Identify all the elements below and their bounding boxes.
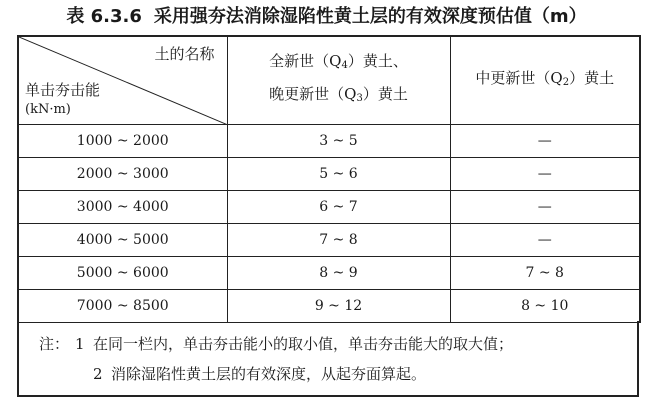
table-title: 采用强夯法消除湿陷性黄土层的有效深度预估值（m） [153,6,587,27]
note-item [39,333,513,354]
table-caption [0,4,653,30]
q2-depth-cell: 8 ~ 10 [450,289,640,322]
energy-label [25,81,100,119]
energy-label-text: 单击夯击能 [25,81,101,99]
energy-cell: 3000 ~ 4000 [18,190,227,223]
table-row [18,124,640,157]
energy-cell: 1000 ~ 2000 [18,124,227,157]
col-header-q3-line: 晚更新世$(Q_3)$黄土 [269,85,408,105]
energy-unit: (kN·m) [25,102,71,117]
energy-cell: 2000 ~ 3000 [18,157,227,190]
energy-cell: 4000 ~ 5000 [18,223,227,256]
note-text: 在同一栏内，单击夯击能小的取小值，单击夯击能大的取大值； [93,335,514,353]
q2-depth-cell: — [450,223,640,256]
note-text: 消除湿陷性黄土层的有效深度，从起夯面算起。 [111,365,427,383]
header-row [18,36,640,124]
q2-depth-cell: — [450,124,640,157]
q4q3-depth-cell: 9 ~ 12 [227,289,450,322]
table-notes [17,321,639,397]
col-header-q4-line: 全新世$(Q_4)$黄土、 [269,52,408,72]
col-header-q4-q3 [227,36,450,124]
depth-table [17,35,639,321]
corner-header-cell [18,36,227,124]
table-row [18,223,640,256]
table-number: 表 6.3.6 [66,6,142,27]
note-item [93,363,426,384]
q4q3-depth-cell: 6 ~ 7 [227,190,450,223]
q4q3-depth-cell: 3 ~ 5 [227,124,450,157]
table-row [18,190,640,223]
q4q3-depth-cell: 5 ~ 6 [227,157,450,190]
note-number: 1 [75,335,85,353]
q2-depth-cell: 7 ~ 8 [450,256,640,289]
energy-cell: 5000 ~ 6000 [18,256,227,289]
soil-name-label: 土的名称 [154,45,215,63]
q4q3-depth-cell: 8 ~ 9 [227,256,450,289]
note-number: 2 [93,365,103,383]
q2-depth-cell: — [450,157,640,190]
q4q3-depth-cell: 7 ~ 8 [227,223,450,256]
note-prefix: 注： [39,335,70,353]
q2-depth-cell: — [450,190,640,223]
table-row [18,157,640,190]
col-header-q2: 中更新世$(Q_2)$黄土 [450,36,640,124]
table-row [18,256,640,289]
table-row [18,289,640,322]
energy-cell: 7000 ~ 8500 [18,289,227,322]
